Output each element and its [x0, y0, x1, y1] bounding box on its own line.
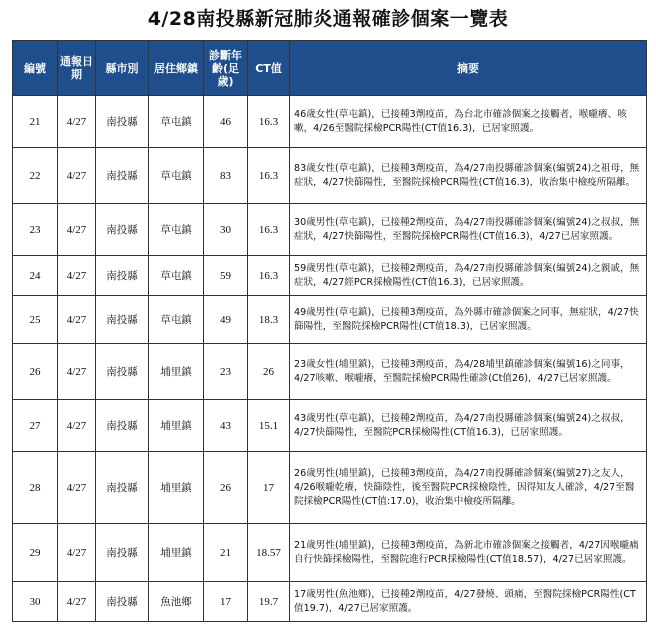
cell-number: 26 [13, 344, 58, 400]
cell-age: 49 [204, 296, 248, 344]
column-header-county: 縣市別 [96, 41, 149, 96]
cell-ct-value: 16.3 [248, 148, 290, 204]
cell-summary: 46歲女性(草屯鎮)，已接種3劑疫苗，為台北市確診個案之接觸者，喉嚨癢、咳嗽，4/26至醫院採檢PCR陽性(CT值16.3)，已居家照護。 [290, 96, 647, 148]
cell-age: 30 [204, 204, 248, 256]
cell-township: 埔里鎮 [149, 452, 204, 524]
cell-ct-value: 26 [248, 344, 290, 400]
table-row [13, 400, 647, 452]
cell-ct-value: 15.1 [248, 400, 290, 452]
cell-report-date: 4/27 [58, 256, 96, 296]
cell-report-date: 4/27 [58, 204, 96, 256]
cell-age: 23 [204, 344, 248, 400]
cell-ct-value: 18.57 [248, 524, 290, 582]
cell-age: 17 [204, 582, 248, 622]
table-row [13, 582, 647, 622]
table-row [13, 148, 647, 204]
cell-ct-value: 16.3 [248, 256, 290, 296]
cell-county: 南投縣 [96, 96, 149, 148]
cell-township: 埔里鎮 [149, 524, 204, 582]
cell-township: 魚池鄉 [149, 582, 204, 622]
cell-county: 南投縣 [96, 452, 149, 524]
cell-number: 28 [13, 452, 58, 524]
cell-township: 埔里鎮 [149, 400, 204, 452]
cell-summary: 83歲女性(草屯鎮)，已接種3劑疫苗，為4/27南投縣確診個案(編號24)之祖母，無症狀，4/27快篩陽性，至醫院採檢PCR陽性(CT值16.3)，收治集中檢疫所隔離。 [290, 148, 647, 204]
column-header-township: 居住鄉鎮 [149, 41, 204, 96]
cell-age: 26 [204, 452, 248, 524]
cell-county: 南投縣 [96, 400, 149, 452]
column-header-age: 診斷年齡(足歲) [204, 41, 248, 96]
cell-township: 埔里鎮 [149, 344, 204, 400]
cell-township: 草屯鎮 [149, 204, 204, 256]
cell-report-date: 4/27 [58, 296, 96, 344]
cell-report-date: 4/27 [58, 148, 96, 204]
cell-number: 22 [13, 148, 58, 204]
table-row [13, 344, 647, 400]
cell-number: 29 [13, 524, 58, 582]
cell-age: 43 [204, 400, 248, 452]
cell-summary: 26歲男性(埔里鎮)，已接種3劑疫苗，為4/27南投縣確診個案(編號27)之友人，4/26喉嚨乾癢，快篩陰性，後至醫院PCR採檢陰性，因得知友人確診，4/27至醫院採檢PCR陽性(CT值:17.0)，收治集中檢疫所隔離。 [290, 452, 647, 524]
cell-report-date: 4/27 [58, 582, 96, 622]
cell-number: 30 [13, 582, 58, 622]
cell-ct-value: 16.3 [248, 96, 290, 148]
cell-number: 25 [13, 296, 58, 344]
cell-summary: 21歲男性(埔里鎮)，已接種3劑疫苗，為新北市確診個案之接觸者，4/27因喉嚨痛自行快篩採檢陽性，至醫院進行PCR採檢陽性(CT值18.57)，4/27已居家照護。 [290, 524, 647, 582]
column-header-ct-value: CT值 [248, 41, 290, 96]
cell-age: 21 [204, 524, 248, 582]
table-row [13, 204, 647, 256]
cell-summary: 43歲男性(草屯鎮)，已接種2劑疫苗，為4/27南投縣確診個案(編號24)之叔叔，4/27快篩陽性，至醫院PCR採檢陽性(CT值16.3)，已居家照護。 [290, 400, 647, 452]
table-row [13, 524, 647, 582]
cell-report-date: 4/27 [58, 524, 96, 582]
cell-township: 草屯鎮 [149, 96, 204, 148]
column-header-report-date: 通報日期 [58, 41, 96, 96]
cell-number: 24 [13, 256, 58, 296]
cell-county: 南投縣 [96, 524, 149, 582]
cell-report-date: 4/27 [58, 452, 96, 524]
cell-summary: 49歲男性(草屯鎮)，已接種3劑疫苗，為外縣市確診個案之同事，無症狀，4/27快篩陽性，至醫院採檢PCR陽性(CT值18.3)，已居家照護。 [290, 296, 647, 344]
cell-ct-value: 16.3 [248, 204, 290, 256]
case-table [12, 40, 647, 622]
column-header-number: 編號 [13, 41, 58, 96]
column-header-summary: 摘要 [290, 41, 647, 96]
cell-county: 南投縣 [96, 204, 149, 256]
cell-county: 南投縣 [96, 344, 149, 400]
cell-number: 27 [13, 400, 58, 452]
cell-summary: 23歲女性(埔里鎮)，已接種3劑疫苗，為4/28埔里鎮確診個案(編號16)之同事，4/27咳嗽、喉嚨癢，至醫院採檢PCR陽性確診(Ct值26)，4/27已居家照護。 [290, 344, 647, 400]
cell-age: 59 [204, 256, 248, 296]
cell-summary: 30歲男性(草屯鎮)，已接種2劑疫苗，為4/27南投縣確診個案(編號24)之叔叔，無症狀，4/27快篩陽性，至醫院採檢PCR陽性(CT值16.3)，4/27已居家照護。 [290, 204, 647, 256]
cell-ct-value: 18.3 [248, 296, 290, 344]
cell-township: 草屯鎮 [149, 148, 204, 204]
cell-county: 南投縣 [96, 148, 149, 204]
cell-age: 83 [204, 148, 248, 204]
cell-number: 21 [13, 96, 58, 148]
cell-township: 草屯鎮 [149, 256, 204, 296]
table-row [13, 256, 647, 296]
cell-county: 南投縣 [96, 582, 149, 622]
page-title: 4/28南投縣新冠肺炎通報確診個案一覽表 [147, 8, 509, 30]
cell-county: 南投縣 [96, 256, 149, 296]
cell-summary: 59歲男性(草屯鎮)，已接種2劑疫苗，為4/27南投縣確診個案(編號24)之親戚，無症狀，4/27經PCR採檢陽性(CT值16.3)，已居家照護。 [290, 256, 647, 296]
cell-report-date: 4/27 [58, 96, 96, 148]
cell-ct-value: 17 [248, 452, 290, 524]
table-row [13, 296, 647, 344]
cell-report-date: 4/27 [58, 400, 96, 452]
cell-number: 23 [13, 204, 58, 256]
cell-age: 46 [204, 96, 248, 148]
cell-report-date: 4/27 [58, 344, 96, 400]
table-header-row [13, 41, 647, 96]
table-row [13, 452, 647, 524]
table-row [13, 96, 647, 148]
cell-ct-value: 19.7 [248, 582, 290, 622]
cell-township: 草屯鎮 [149, 296, 204, 344]
cell-summary: 17歲男性(魚池鄉)，已接種2劑疫苗，4/27發燒、頭痛，至醫院採檢PCR陽性(CT值19.7)，4/27已居家照護。 [290, 582, 647, 622]
cell-county: 南投縣 [96, 296, 149, 344]
